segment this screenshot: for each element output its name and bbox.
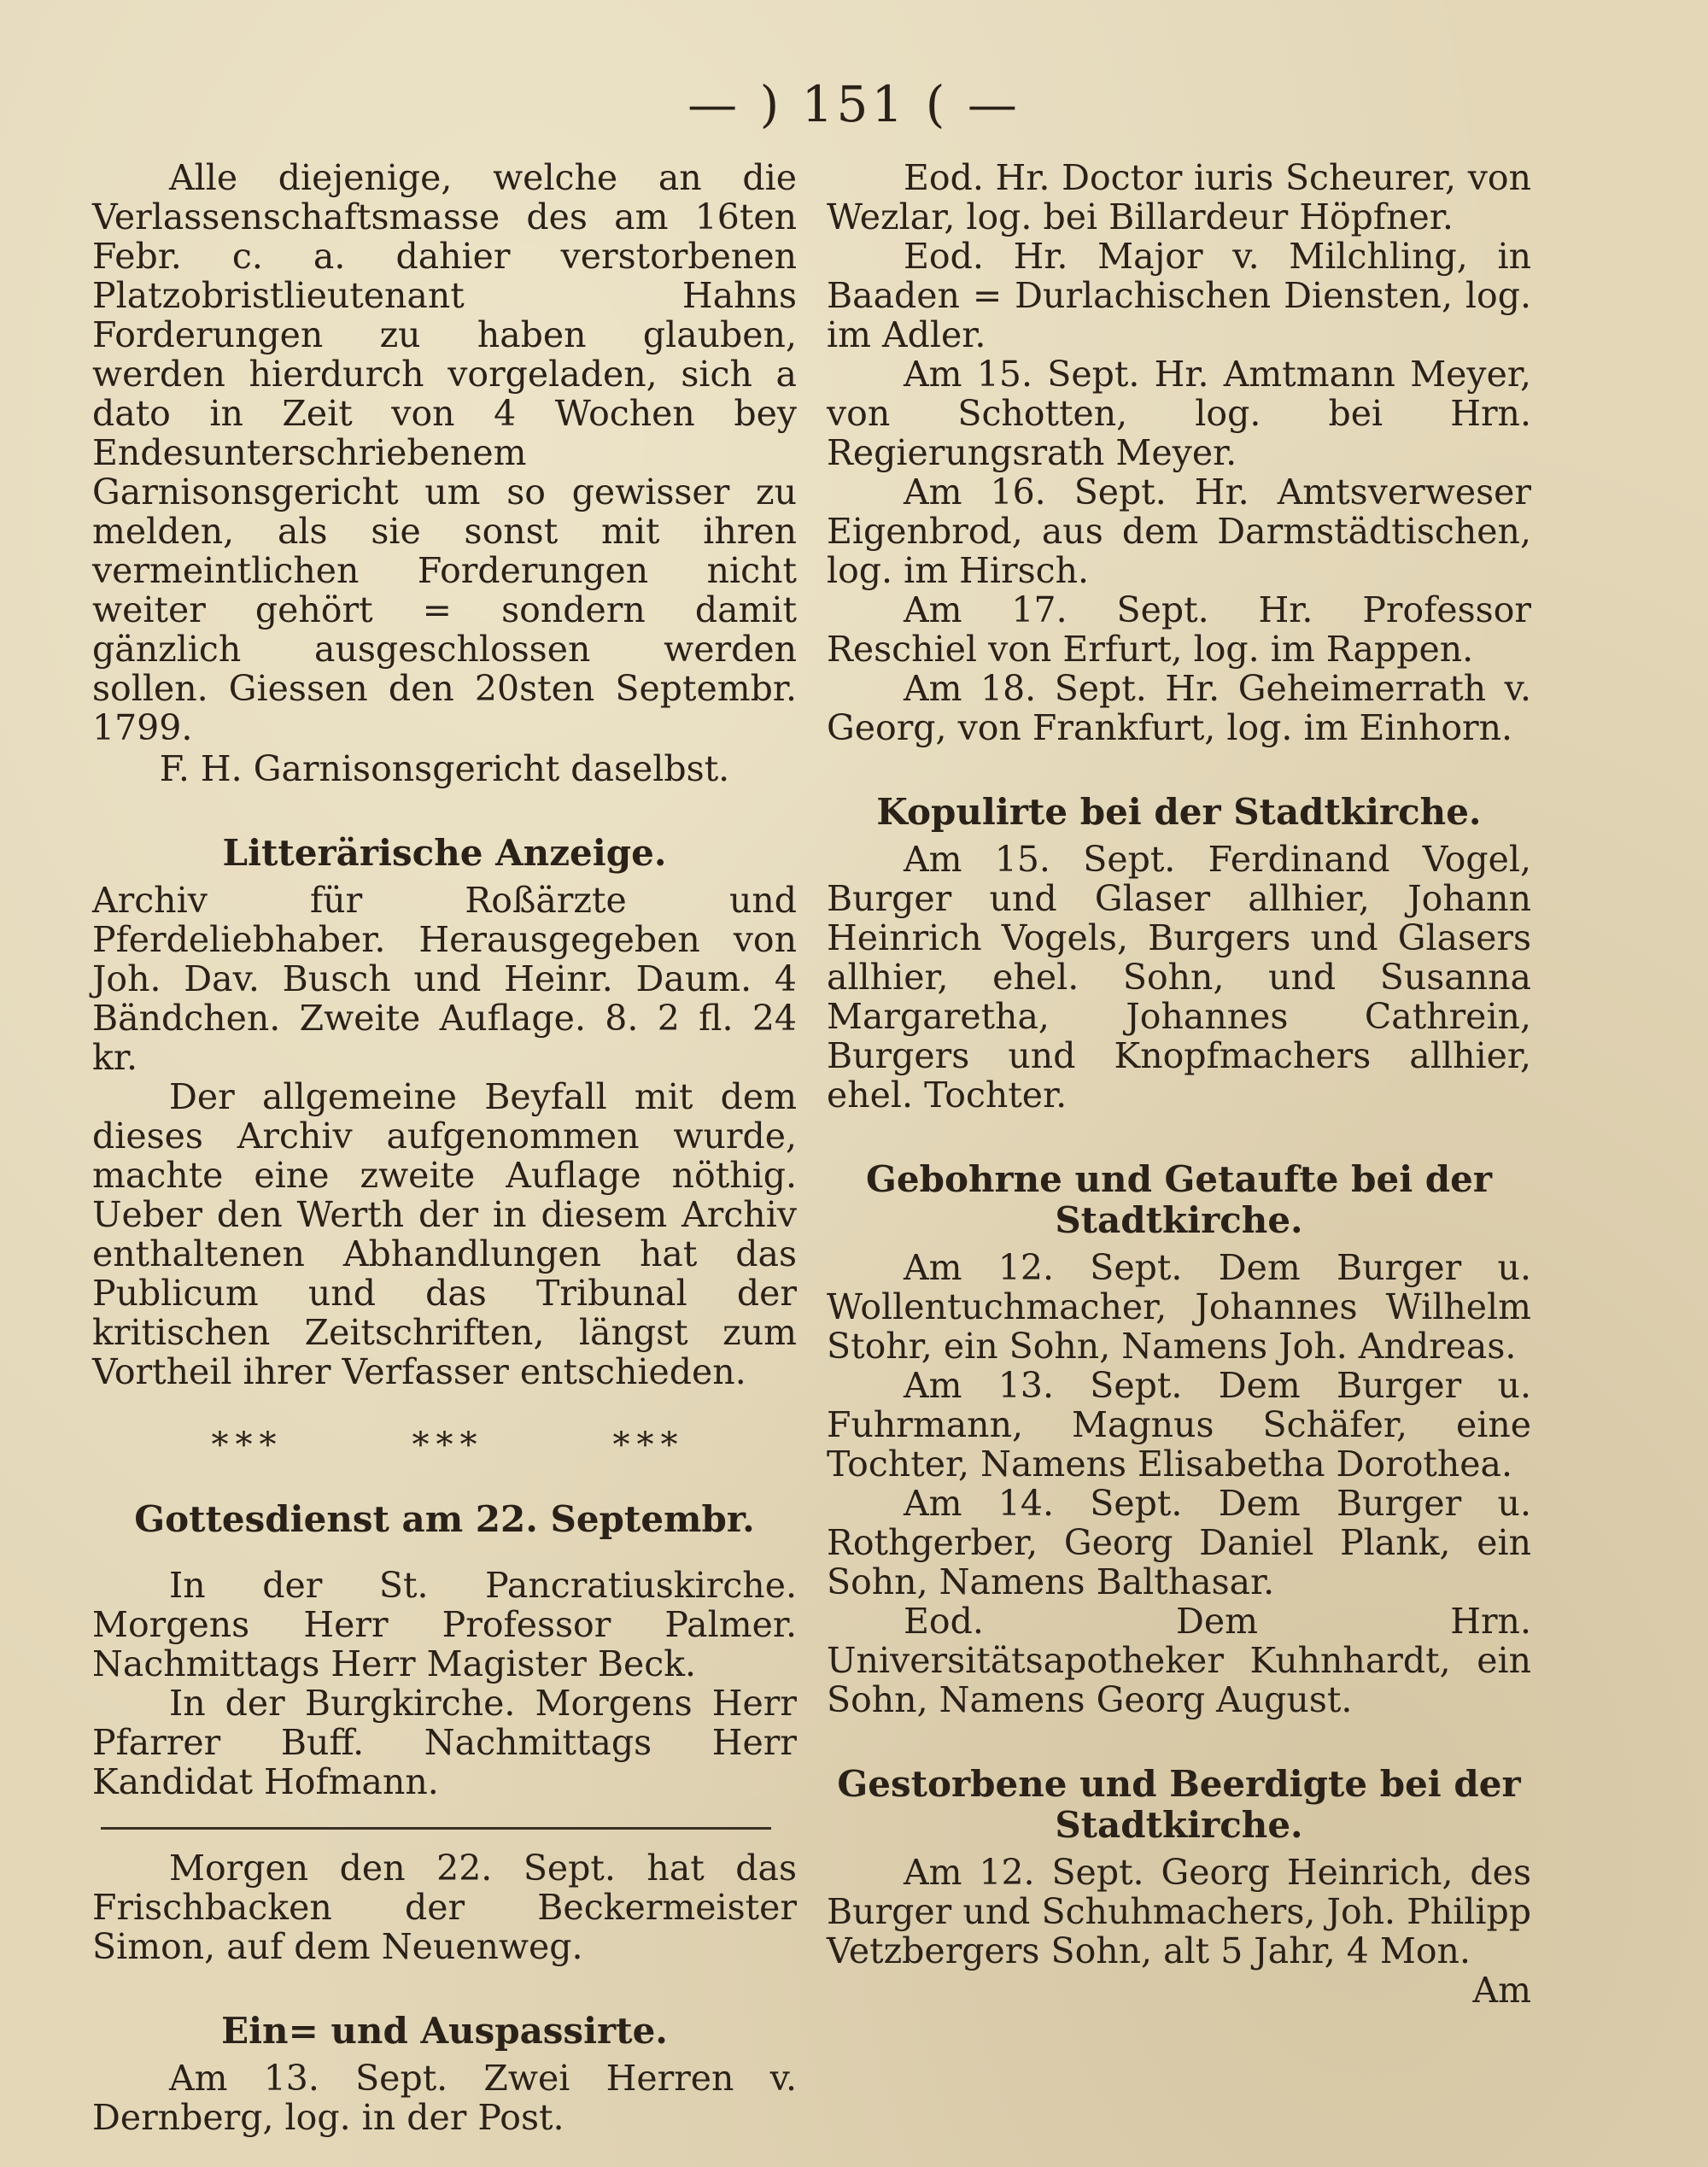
birth-entry: Am 12. Sept. Dem Burger u. Wollentuchmacher, Johannes Wilhelm Stohr, ein Sohn, Namens Joh. Andreas. [827, 1247, 1531, 1367]
book-review: Der allgemeine Beyfall mit dem dieses Archiv aufgenommen wurde, machte eine zweite Auflage nöthig. Ueber den Werth der in diesem Archiv enthaltenen Abhandlungen hat das Publicum und das Tribunal der kritischen Zeitschriften, längst zum Vortheil ihrer Verfasser entschieden. [92, 1076, 797, 1392]
left-column [92, 158, 797, 2137]
estate-notice: Alle diejenige, welche an die Verlassenschaftsmasse des am 16ten Febr. c. a. dahier verstorbenen Platzobristlieutenant Hahns Forderungen zu haben glauben, werden hierdurch vorgeladen, sich a dato in Zeit von 4 Wochen bey Endesunterschriebenem Garnisonsgericht um so gewisser zu melden, als sie sonst mit ihren vermeintlichen Forderungen nicht weiter gehört = sondern damit gänzlich ausgeschlossen werden sollen. Giessen den 20sten Septembr. 1799. [92, 157, 797, 748]
asterism: * * * [211, 1426, 277, 1465]
book-title: Archiv für Roßärzte und Pferdeliebhaber. Herausgegeben von Joh. Dav. Busch und Heinr. Daum. 4 Bändchen. Zweite Auflage. 8. 2 fl. 24 kr. [92, 880, 797, 1078]
birth-entry: Eod. Dem Hrn. Universitätsapotheker Kuhnhardt, ein Sohn, Namens Georg August. [827, 1601, 1531, 1720]
travellers-heading: Ein= und Auspassirte. [221, 2010, 668, 2052]
deaths-heading: Gestorbene und Beerdigte bei der Stadtkirche. [837, 1763, 1521, 1846]
traveller-entry: Am 18. Sept. Hr. Geheimerrath v. Georg, von Frankfurt, log. im Einhorn. [827, 668, 1531, 748]
traveller-entry: Eod. Hr. Major v. Milchling, in Baaden = Durlachischen Diensten, log. im Adler. [827, 236, 1531, 355]
section-rule [101, 1827, 771, 1830]
section-divider-stars [92, 1426, 797, 1465]
birth-entry: Am 13. Sept. Dem Burger u. Fuhrmann, Magnus Schäfer, eine Tochter, Namens Elisabetha Dorothea. [827, 1365, 1531, 1485]
traveller-entry: Am 13. Sept. Zwei Herren v. Dernberg, log. in der Post. [92, 2058, 797, 2138]
bakery-notice: Morgen den 22. Sept. hat das Frischbacken der Beckermeister Simon, auf dem Neuenweg. [92, 1848, 797, 1967]
traveller-entry: Am 17. Sept. Hr. Professor Reschiel von Erfurt, log. im Rappen. [827, 589, 1531, 670]
right-column [827, 158, 1531, 2010]
notice-signature: F. H. Garnisonsgericht daselbst. [159, 748, 730, 789]
married-heading: Kopulirte bei der Stadtkirche. [876, 791, 1482, 833]
traveller-entry: Eod. Hr. Doctor iuris Scheurer, von Wezlar, log. bei Billardeur Höpfner. [827, 157, 1531, 237]
catchword: Am [1472, 1970, 1531, 2011]
service-heading: Gottesdienst am 22. Septembr. [134, 1498, 755, 1540]
service-pancratius: In der St. Pancratiuskirche. Morgens Herr Professor Palmer. Nachmittags Herr Magister Beck. [92, 1565, 797, 1684]
birth-entry: Am 14. Sept. Dem Burger u. Rothgerber, Georg Daniel Plank, ein Sohn, Namens Balthasar. [827, 1483, 1531, 1602]
page-number: — ) 151 ( — [687, 75, 1021, 133]
traveller-entry: Am 16. Sept. Hr. Amtsverweser Eigenbrod, aus dem Darmstädtischen, log. im Hirsch. [827, 471, 1531, 591]
asterism: * * * [412, 1426, 477, 1465]
service-burgkirche: In der Burgkirche. Morgens Herr Pfarrer Buff. Nachmittags Herr Kandidat Hofmann. [92, 1683, 797, 1802]
marriage-entry: Am 15. Sept. Ferdinand Vogel, Burger und Glaser allhier, Johann Heinrich Vogels, Burgers und Glasers allhier, ehel. Sohn, und Susanna Margaretha, Johannes Cathrein, Burgers und Knopfmachers allhier, ehel. Tochter. [827, 839, 1531, 1116]
traveller-entry: Am 15. Sept. Hr. Amtmann Meyer, von Schotten, log. bei Hrn. Regierungsrath Meyer. [827, 354, 1531, 473]
literary-heading: Litterärische Anzeige. [222, 832, 667, 874]
asterism: * * * [612, 1426, 678, 1465]
death-entry: Am 12. Sept. Georg Heinrich, des Burger und Schuhmachers, Joh. Philipp Vetzbergers Sohn, alt 5 Jahr, 4 Mon. [827, 1852, 1531, 1971]
births-heading: Gebohrne und Getaufte bei der Stadtkirche. [865, 1158, 1492, 1241]
